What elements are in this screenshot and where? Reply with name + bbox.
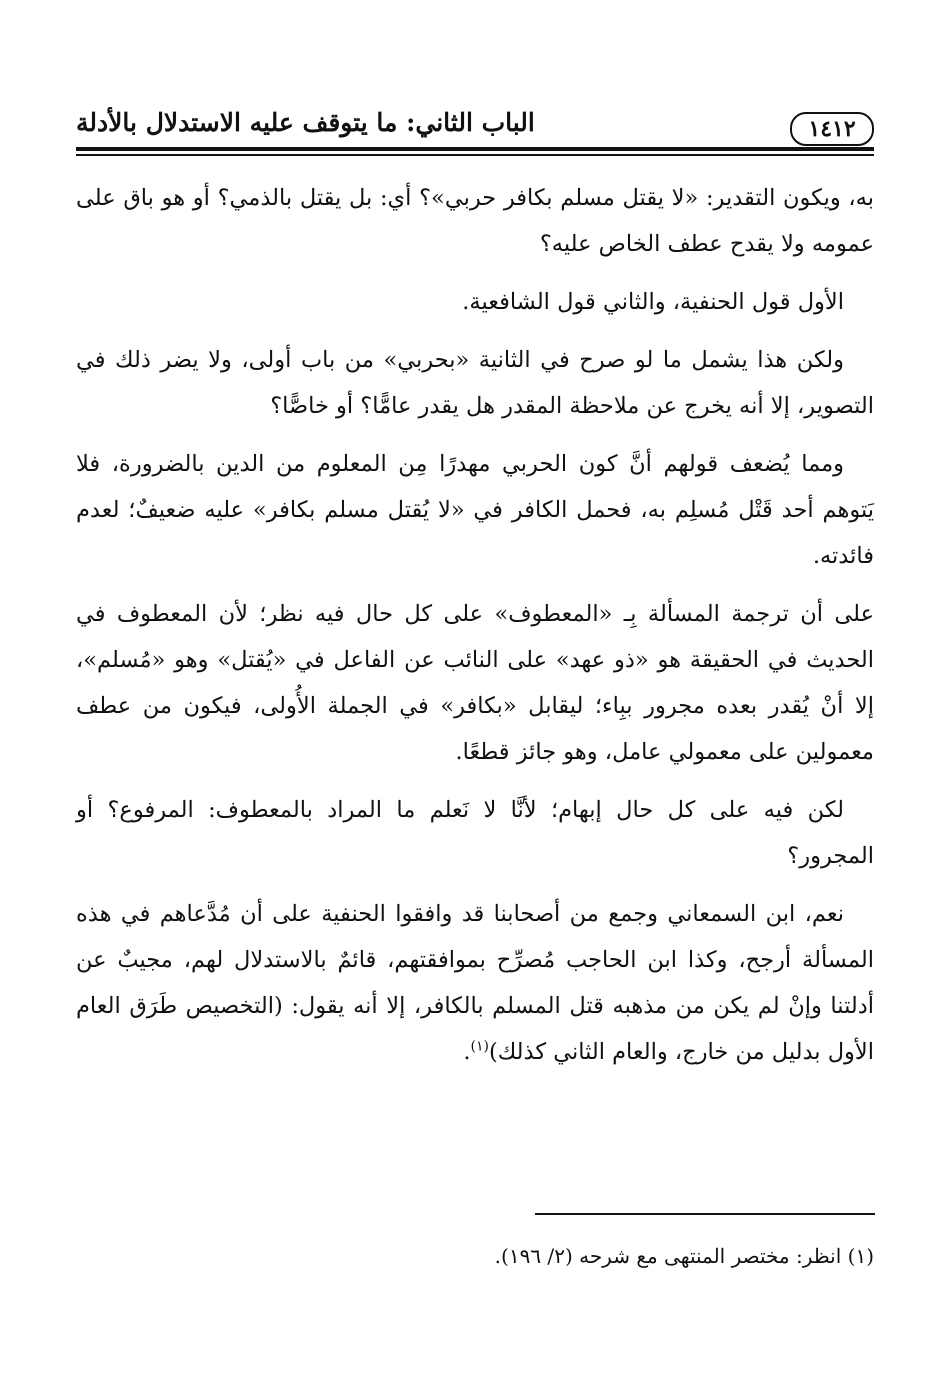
footnote-reference[interactable]: (١) [470,1038,489,1055]
footnote-separator [535,1213,875,1215]
chapter-title: الباب الثاني: ما يتوقف عليه الاستدلال بالأدلة [76,108,535,137]
paragraph-7 [76,891,874,1075]
paragraph-7-text: نعم، ابن السمعاني وجمع من أصحابنا قد وافقوا الحنفية على أن مُدَّعاهم في هذه المسألة أرجح، وكذا ابن الحاجب مُصرِّح بموافقتهم، قائمٌ بالاستدلال لهم، مجيبٌ عن أدلتنا وإنْ لم يكن من مذهبه قتل المسلم بالكافر، إلا أنه يقول: (التخصيص طَرَق العام الأول بدليل من خارج، والعام الثاني كذلك) [76,901,874,1065]
paragraph-5: على أن ترجمة المسألة بِـ «المعطوف» على كل حال فيه نظر؛ لأن المعطوف في الحديث في الحقيقة هو «ذو عهد» على النائب عن الفاعل في «يُقتل» وهو «مُسلم»، إلا أنْ يُقدر بعده مجرور ببِاء؛ ليقابل «بكافر» في الجملة الأُولى، فيكون من عطف معمولين على معمولي عامل، وهو جائز قطعًا. [76,601,874,765]
paragraph-4: ومما يُضعف قولهم أنَّ كون الحربي مهدرًا مِن المعلوم من الدين بالضرورة، فلا يَتوهم أحد قَتْل مُسلِم به، فحمل الكافر في «لا يُقتل مسلم بكافر» عليه ضعيفٌ؛ لعدم فائدته. [76,451,874,569]
page-number-badge: ١٤١٢ [790,112,874,146]
header-rule-thin [76,154,874,156]
paragraph-6: لكن فيه على كل حال إبهام؛ لأنَّا لا نَعلم ما المراد بالمعطوف: المرفوع؟ أو المجرور؟ [76,797,874,869]
paragraph-3: ولكن هذا يشمل ما لو صرح في الثانية «بحربي» من باب أولى، ولا يضر ذلك في التصوير، إلا أنه يخرج عن ملاحظة المقدر هل يقدر عامًّا؟ أو خاصًّا؟ [76,347,874,419]
paragraph-2: الأول قول الحنفية، والثاني قول الشافعية. [462,289,844,315]
paragraph-7-period: . [463,1039,471,1065]
main-text [76,175,874,1087]
header-rule-thick [76,147,874,151]
running-header [76,100,874,146]
paragraph-1: به، ويكون التقدير: «لا يقتل مسلم بكافر حربي»؟ أي: بل يقتل بالذمي؟ أو هو باق على عمومه ولا يقدح عطف الخاص عليه؟ [76,185,874,257]
footnote-1: (١) انظر: مختصر المنتهى مع شرحه (٢/ ١٩٦). [494,1244,874,1268]
